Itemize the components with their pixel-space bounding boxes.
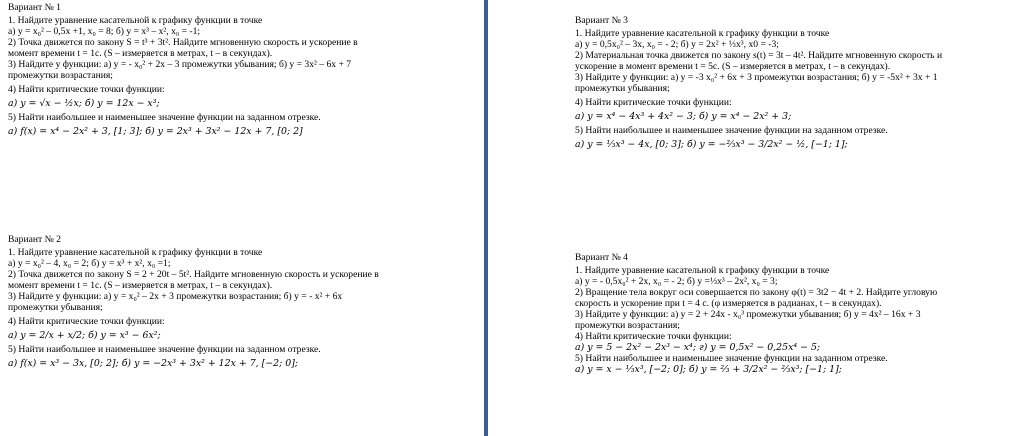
task-1-heading: 1. Найдите уравнение касательной к графику функции в точке (575, 265, 830, 276)
task-5-heading: 5) Найти наибольшее и наименьшее значение функции на заданном отрезке. (575, 125, 888, 136)
task-5-heading: 5) Найти наибольшее и наименьшее значение функции на заданном отрезке. (8, 112, 321, 123)
task-3-text: 3) Найдите у функции: а) y = 2 + 24x - x₀³ промежутки убывания; б) y = 4x² – 16x + 3 (575, 309, 921, 320)
task-2-text-cont: ускорение в момент времени t = 5c. (S – измеряется в метрах, t – в секундах). (575, 61, 891, 72)
variant-title: Вариант № 4 (575, 252, 628, 263)
task-4-items: а) y = √x − ½x; б) y = 12x − x³; (8, 98, 160, 109)
task-2-text: 2) Вращение тела вокруг оси совершается по закону φ(t) = 3t2 − 4t + 2. Найдите угловую (575, 287, 938, 298)
task-4-items: а) y = 2/x + x/2; б) y = x³ − 6x²; (8, 330, 161, 341)
task-4-items: а) y = x⁴ − 4x³ + 4x² − 3; б) y = x⁴ − 2x² + 3; (575, 111, 792, 122)
task-3-text-cont: промежутки убывания; (575, 83, 670, 94)
task-3-text: 3) Найдите у функции: а) y = - x₀² + 2x – 3 промежутки убывания; б) y = 3x² – 6x + 7 (8, 59, 352, 70)
task-1-items: а) y = 0,5x₀² – 3x, x₀ = - 2; б) y = 2x² + ⅓x³, x0 = -3; (575, 39, 779, 50)
variant-4 (575, 252, 1005, 375)
task-4-heading: 4) Найти критические точки функции: (575, 97, 732, 108)
task-5-items: а) y = x − ⅓x³, [−2; 0]; б) y = ⅔ + 3/2x² − ⅔x³; [−1; 1]; (575, 364, 842, 375)
task-2-text-cont: момент времени t = 1c. (S – измеряется в метрах, t – в секундах). (8, 280, 273, 291)
task-3-text: 3) Найдите у функции: а) y = -3 x₀² + 6x + 3 промежутки возрастания; б) y = -5x² + 3x + 1 (575, 72, 938, 83)
task-1-items: а) y = - 0,5x₀² + 2x, x₀ = - 2; б) y =⅓x³ – 2x², x₀ = 3; (575, 276, 778, 287)
variant-title: Вариант № 2 (8, 234, 61, 245)
task-4-items: а) y = 5 − 2x² − 2x³ − x⁴; г) y = 0,5x² − 0,25x⁴ − 5; (575, 342, 821, 353)
task-4-heading: 4) Найти критические точки функции: (8, 84, 165, 95)
task-2-text: 2) Материальная точка движется по закону s(t) = 3t – 4t². Найдите мгновенную скорость и (575, 50, 943, 61)
task-2-text: 2) Точка движется по закону S = 2 + 20t – 5t². Найдите мгновенную скорость и ускорение в (8, 269, 379, 280)
task-2-text: 2) Точка движется по закону S = t³ + 3t². Найдите мгновенную скорость и ускорение в (8, 37, 358, 48)
task-1-heading: 1. Найдите уравнение касательной к графику функции в точке (575, 28, 830, 39)
task-5-items: а) f(x) = x³ − 3x, [0; 2]; б) y = −2x³ + 3x² + 12x + 7, [−2; 0]; (8, 358, 299, 369)
task-3-text-cont: промежутки возрастания; (8, 70, 113, 81)
task-3-text: 3) Найдите у функции: а) y = x₀² – 2x + 3 промежутки возрастания; б) y = - x² + 6x (8, 291, 343, 302)
task-4-heading: 4) Найти критические точки функции: (575, 331, 732, 342)
task-5-items: а) y = ⅓x³ − 4x, [0; 3]; б) y = −⅔x³ − 3/2x² − ½, [−1; 1]; (575, 139, 848, 150)
task-5-heading: 5) Найти наибольшее и наименьшее значение функции на заданном отрезке. (575, 353, 888, 364)
task-1-items: а) y = x₀² – 4, x₀ = 2; б) y = x³ + x², x₀ =1; (8, 258, 171, 269)
variant-1 (8, 2, 438, 137)
task-5-heading: 5) Найти наибольшее и наименьшее значение функции на заданном отрезке. (8, 344, 321, 355)
task-1-heading: 1. Найдите уравнение касательной к графику функции в точке (8, 247, 263, 258)
variant-title: Вариант № 1 (8, 2, 61, 13)
task-2-text-cont: скорость и ускорение при t = 4 c. (φ измеряется в радианах, t – в секундах). (575, 298, 882, 309)
column-divider (484, 0, 488, 436)
variant-title: Вариант № 3 (575, 15, 628, 26)
task-1-items: а) y = x₀² – 0,5x +1, x₀ = 8; б) y = x³ – x², x₀ = -1; (8, 26, 201, 37)
variant-3 (575, 15, 1005, 150)
task-3-text-cont: промежутки возрастания; (575, 320, 680, 331)
task-5-items: а) f(x) = x⁴ − 2x² + 3, [1; 3]; б) y = 2x³ + 3x² − 12x + 7, [0; 2] (8, 126, 303, 137)
task-3-text-cont: промежутки убывания; (8, 302, 103, 313)
task-2-text-cont: момент времени t = 1c. (S – измеряется в метрах, t – в секундах). (8, 48, 273, 59)
task-1-heading: 1. Найдите уравнение касательной к графику функции в точке (8, 15, 263, 26)
variant-2 (8, 234, 438, 369)
task-4-heading: 4) Найти критические точки функции: (8, 316, 165, 327)
